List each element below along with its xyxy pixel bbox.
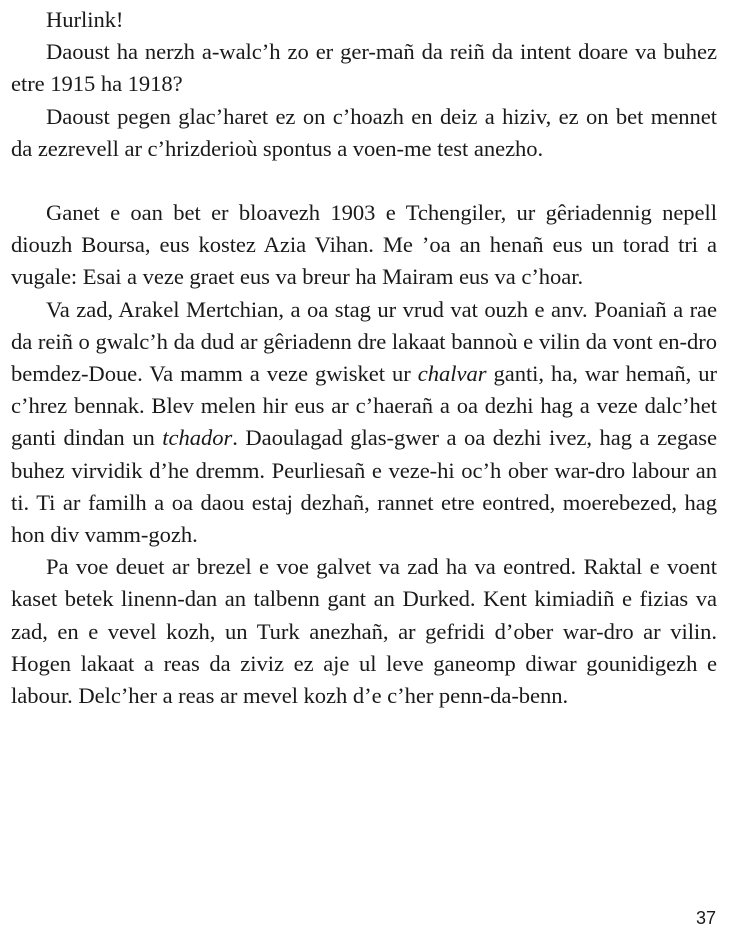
italic-word-chalvar: chalvar (417, 361, 487, 387)
paragraph-intent: Daoust pegen glac’haret ez on c’hoazh en deiz a hiziv, ez on bet mennet da zezrevell ar c’hrizderioù spontus a voen-me test anezho. (11, 103, 717, 161)
paragraph-mother-middle: ganti, ha, war hemañ, ur c’hrez bennak. Blev melen hir eus ar c’haerañ a oa dezhi hag a veze dalc’het ganti dindan un (11, 361, 717, 451)
italic-word-tchador: tchador (162, 425, 233, 451)
paragraph-question: Daoust ha nerzh a-walc’h zo er ger-mañ da reiñ da intent doare va buhez etre 1915 ha 1918? (11, 39, 717, 97)
paragraph-mother-start: Va mamm a veze gwisket ur (149, 361, 418, 387)
paragraph-father (11, 294, 717, 552)
page-body (11, 0, 717, 712)
paragraph-birth: Ganet e oan bet er bloavezh 1903 e Tchengiler, ur gêriadennig nepell diouzh Boursa, eus kostez Azia Vihan. Me ’oa an henañ eus un torad tri a vugale: Esai a veze graet eus va breur ha Mairam eus va c’hoar. (11, 200, 717, 290)
paragraph-greeting: Hurlink! (46, 7, 124, 32)
paragraph-war: Pa voe deuet ar brezel e voe galvet va zad ha va eontred. Raktal e voent kaset betek linenn-dan an talbenn gant an Durked. Kent kimiadiñ e fizias va zad, en e vevel kozh, un Turk anezhañ, ar gefridi d’ober war-dro ar vilin. Hogen lakaat a reas da ziviz ez aje ul leve ganeomp diwar gounidigezh e labour. Delc’her a reas ar mevel kozh d’e c’her penn-da-benn. (11, 554, 717, 709)
page-number: 37 (695, 908, 716, 928)
paragraph-mother-end: . Daoulagad glas-gwer a oa dezhi ivez, hag a zegase buhez virvidik d’he dremm. Peurliesañ e veze-hi oc’h ober war-dro labour an ti. Ti ar familh a oa daou estaj dezhañ, rannet etre eontred, moerebezed, hag hon div vamm-gozh. (11, 425, 717, 548)
paragraph-father-text: Va zad, Arakel Mertchian, a oa stag ur vrud vat ouzh e anv. Poaniañ a rae da reiñ o gwalc’h da dud ar gêriadenn dre lakaat bannoù e vilin da vont en-dro bemdez-Doue. (11, 296, 717, 387)
